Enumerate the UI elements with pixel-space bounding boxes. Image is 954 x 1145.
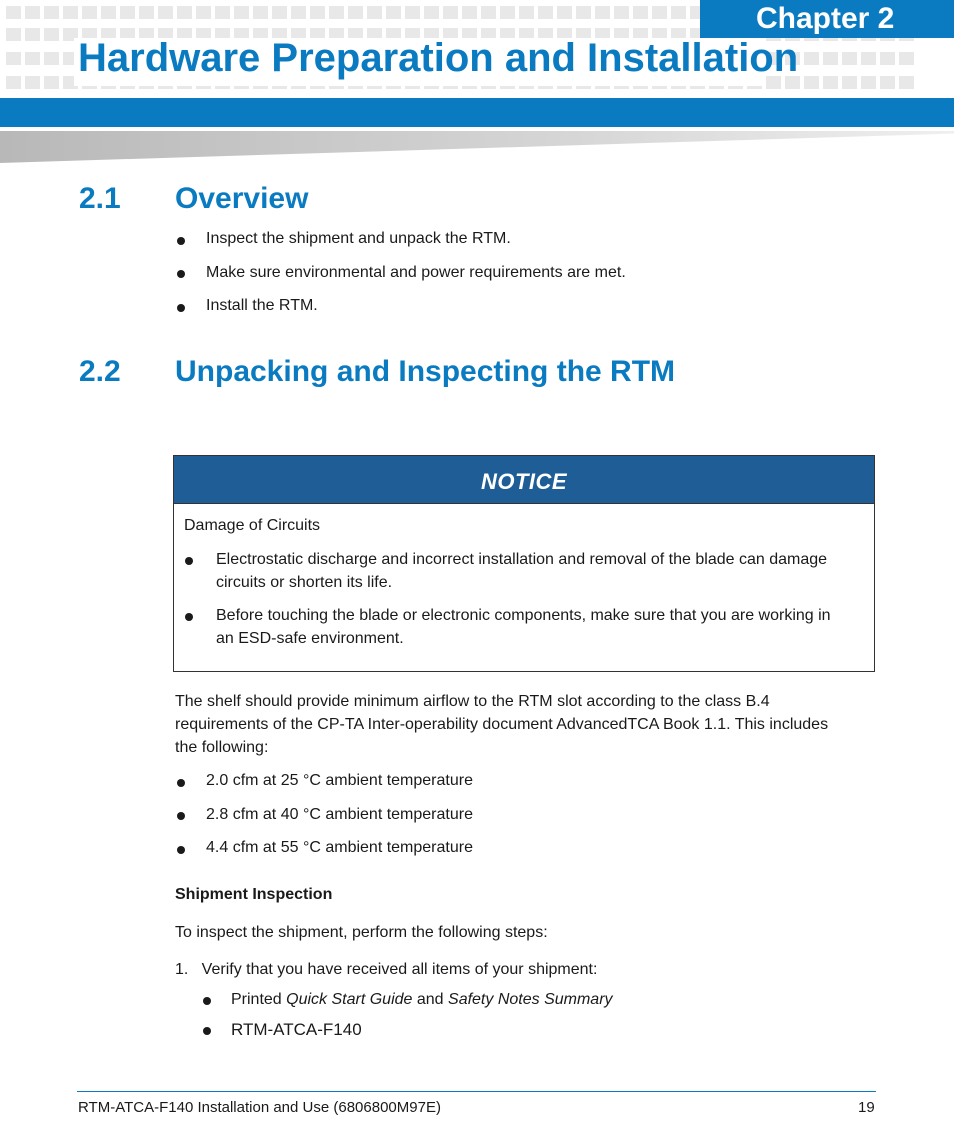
pattern-square — [519, 6, 534, 19]
pattern-square — [25, 28, 40, 41]
pattern-square — [82, 6, 97, 19]
bullet-icon — [185, 613, 193, 621]
bullet-icon — [177, 846, 185, 854]
section-number: 2.2 — [79, 355, 121, 388]
pattern-square — [481, 6, 496, 19]
pattern-square — [899, 52, 914, 65]
pattern-square — [823, 76, 838, 89]
notice-item-line: Before touching the blade or electronic components, make sure that you are working in — [216, 607, 831, 624]
pattern-square — [538, 6, 553, 19]
paragraph-line: The shelf should provide minimum airflow to the RTM slot according to the class B.4 — [175, 693, 770, 710]
paragraph-line: To inspect the shipment, perform the following steps: — [175, 924, 548, 941]
pattern-square — [291, 6, 306, 19]
pattern-square — [614, 6, 629, 19]
pattern-square — [424, 6, 439, 19]
pattern-square — [158, 6, 173, 19]
notice-item-line: an ESD-safe environment. — [216, 630, 404, 647]
header-blue-bar — [0, 98, 954, 127]
list-item: Inspect the shipment and unpack the RTM. — [206, 230, 511, 247]
pattern-square — [899, 76, 914, 89]
pattern-square — [63, 6, 78, 19]
item-text: and — [412, 991, 449, 1008]
pattern-square — [823, 52, 838, 65]
section-number: 2.1 — [79, 182, 121, 215]
bullet-icon — [177, 812, 185, 820]
notice-item-line: circuits or shorten its life. — [216, 574, 393, 591]
pattern-square — [44, 28, 59, 41]
pattern-square — [215, 6, 230, 19]
pattern-square — [253, 6, 268, 19]
pattern-square — [177, 6, 192, 19]
pattern-square — [842, 52, 857, 65]
pattern-square — [557, 6, 572, 19]
pattern-square — [633, 6, 648, 19]
pattern-square — [880, 52, 895, 65]
pattern-square — [329, 6, 344, 19]
section-title: Overview — [175, 182, 309, 215]
list-item: 4.4 cfm at 55 °C ambient temperature — [206, 839, 473, 856]
notice-box — [173, 455, 875, 672]
pattern-square — [842, 76, 857, 89]
list-item — [231, 991, 613, 1009]
page-title: Hardware Preparation and Installation — [78, 36, 799, 80]
footer-doc-title: RTM-ATCA-F140 Installation and Use (6806800M97E) — [78, 1099, 441, 1116]
pattern-square — [6, 76, 21, 89]
bullet-icon — [177, 304, 185, 312]
notice-item-line: Electrostatic discharge and incorrect installation and removal of the blade can damage — [216, 551, 828, 568]
pattern-square — [272, 6, 287, 19]
pattern-square — [671, 6, 686, 19]
pattern-square — [196, 6, 211, 19]
pattern-square — [348, 6, 363, 19]
header-grey-swoosh — [0, 131, 954, 163]
pattern-square — [595, 6, 610, 19]
list-item: RTM-ATCA-F140 — [231, 1020, 362, 1039]
bullet-icon — [203, 1027, 211, 1035]
pattern-square — [386, 6, 401, 19]
page-number: 19 — [858, 1099, 875, 1116]
pattern-square — [310, 6, 325, 19]
pattern-square — [804, 76, 819, 89]
pattern-square — [367, 6, 382, 19]
subheading: Shipment Inspection — [175, 886, 333, 903]
pattern-square — [861, 52, 876, 65]
pattern-square — [804, 52, 819, 65]
pattern-square — [44, 52, 59, 65]
bullet-icon — [177, 237, 185, 245]
pattern-square — [25, 6, 40, 19]
list-item: 2.0 cfm at 25 °C ambient temperature — [206, 772, 473, 789]
pattern-square — [6, 6, 21, 19]
pattern-square — [101, 6, 116, 19]
item-text: Printed — [231, 991, 287, 1008]
pattern-square — [6, 28, 21, 41]
pattern-square — [25, 52, 40, 65]
pattern-square — [120, 6, 135, 19]
item-italic-text: Safety Notes Summary — [448, 991, 613, 1008]
pattern-square — [576, 6, 591, 19]
pattern-square — [139, 6, 154, 19]
pattern-square — [861, 76, 876, 89]
pattern-square — [25, 76, 40, 89]
pattern-square — [443, 6, 458, 19]
chapter-label: Chapter 2 — [700, 0, 954, 38]
pattern-square — [234, 6, 249, 19]
bullet-icon — [177, 779, 185, 787]
pattern-square — [405, 6, 420, 19]
pattern-square — [652, 6, 667, 19]
notice-intro: Damage of Circuits — [184, 517, 321, 534]
list-item: Make sure environmental and power requirements are met. — [206, 264, 626, 281]
pattern-square — [44, 6, 59, 19]
paragraph-line: requirements of the CP-TA Inter-operability document AdvancedTCA Book 1.1. This includes — [175, 716, 829, 733]
step-item: 1. Verify that you have received all items of your shipment: — [175, 961, 598, 978]
list-item: 2.8 cfm at 40 °C ambient temperature — [206, 806, 473, 823]
pattern-square — [880, 76, 895, 89]
section-title: Unpacking and Inspecting the RTM — [175, 355, 676, 388]
bullet-icon — [203, 997, 211, 1005]
pattern-square — [462, 6, 477, 19]
bullet-icon — [177, 270, 185, 278]
pattern-square — [6, 52, 21, 65]
list-item: Install the RTM. — [206, 297, 318, 314]
notice-heading: NOTICE — [174, 456, 874, 504]
item-italic-text: Quick Start Guide — [286, 991, 413, 1008]
footer-rule — [77, 1091, 876, 1092]
paragraph-line: the following: — [175, 739, 269, 756]
pattern-square — [500, 6, 515, 19]
bullet-icon — [185, 557, 193, 565]
pattern-square — [44, 76, 59, 89]
